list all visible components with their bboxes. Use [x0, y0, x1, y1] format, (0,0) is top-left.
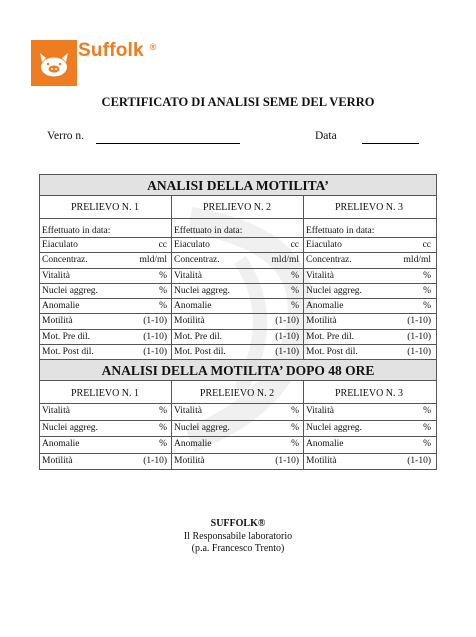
data-label: Data — [315, 130, 337, 142]
row-divider — [39, 252, 437, 253]
row-divider — [39, 313, 437, 314]
analysis-table — [39, 174, 437, 469]
row-label: Concentraz. — [306, 255, 352, 266]
row-label: Mot. Pre dil. — [306, 331, 355, 342]
row-unit: (1-10) — [143, 346, 167, 357]
row-unit: (1-10) — [407, 455, 431, 466]
row-divider — [39, 344, 437, 345]
prelievo-2-header: PRELIEVO N. 2 — [202, 202, 272, 213]
row-unit: % — [423, 285, 431, 296]
row-label: Vitalità — [306, 270, 334, 281]
prelievo-2-header-48h: PRELEIEVO N. 2 — [199, 388, 275, 399]
row-unit: cc — [422, 240, 431, 250]
row-label: Mot. Post dil. — [306, 346, 358, 357]
footer-role: Il Responsabile laboratorio — [183, 530, 293, 542]
row-label: Eiaculato — [306, 240, 342, 250]
row-unit: % — [423, 301, 431, 311]
row-unit: (1-10) — [407, 316, 431, 327]
column-divider — [303, 196, 304, 359]
row-divider — [39, 420, 437, 421]
row-unit: cc — [290, 240, 299, 250]
row-label: Nuclei aggreg. — [42, 422, 98, 433]
signature-block — [0, 518, 476, 556]
row-unit: % — [159, 406, 167, 416]
row-label: Eiaculato — [42, 240, 78, 250]
data-blank-line — [362, 143, 419, 144]
row-unit: (1-10) — [275, 346, 299, 357]
row-divider — [39, 329, 437, 330]
row-unit: % — [423, 406, 431, 416]
verro-label: Verro n. — [47, 130, 85, 142]
effettuato-label-1: Effettuato in data: — [42, 226, 111, 236]
row-divider — [39, 403, 437, 404]
row-unit: % — [291, 285, 299, 296]
row-label: Motilità — [306, 316, 337, 327]
row-divider — [39, 469, 437, 470]
column-divider — [171, 196, 172, 359]
document-title: CERTIFICATO DI ANALISI SEME DEL VERRO — [101, 95, 375, 109]
table-border — [436, 381, 437, 469]
row-unit: % — [159, 422, 167, 433]
row-label: Vitalità — [42, 406, 70, 416]
effettuato-label-3: Effettuato in data: — [306, 226, 375, 236]
row-label: Vitalità — [174, 406, 202, 416]
row-label: Nuclei aggreg. — [306, 285, 362, 296]
row-label: Motilità — [42, 455, 73, 466]
row-label: Anomalie — [306, 301, 344, 311]
row-unit: % — [159, 439, 167, 449]
row-unit: mld/ml — [271, 255, 299, 266]
row-unit: mld/ml — [403, 255, 431, 266]
row-divider — [39, 283, 437, 284]
row-unit: cc — [158, 240, 167, 250]
row-label: Nuclei aggreg. — [306, 422, 362, 433]
table-border — [436, 196, 437, 359]
row-label: Vitalità — [42, 270, 70, 281]
row-unit: (1-10) — [143, 331, 167, 342]
row-label: Anomalie — [174, 439, 212, 449]
row-label: Nuclei aggreg. — [42, 285, 98, 296]
footer-company: SUFFOLK® — [210, 518, 266, 529]
row-label: Nuclei aggreg. — [174, 422, 230, 433]
pig-logo-icon — [31, 40, 77, 86]
row-unit: % — [291, 439, 299, 449]
row-unit: % — [291, 422, 299, 433]
row-label: Mot. Pre dil. — [174, 331, 223, 342]
row-divider — [39, 298, 437, 299]
row-label: Mot. Post dil. — [42, 346, 94, 357]
row-unit: % — [291, 406, 299, 416]
row-unit: (1-10) — [407, 346, 431, 357]
row-unit: mld/ml — [139, 255, 167, 266]
row-unit: (1-10) — [275, 316, 299, 327]
row-unit: % — [423, 270, 431, 281]
row-label: Vitalità — [174, 270, 202, 281]
row-label: Motilità — [174, 316, 205, 327]
row-unit: % — [291, 301, 299, 311]
prelievo-1-header: PRELIEVO N. 1 — [70, 202, 140, 213]
row-label: Concentraz. — [42, 255, 88, 266]
row-divider — [39, 268, 437, 269]
row-label: Anomalie — [306, 439, 344, 449]
row-divider — [39, 436, 437, 437]
row-unit: % — [423, 439, 431, 449]
prelievo-1-header-48h: PRELIEVO N. 1 — [70, 388, 140, 399]
row-label: Motilità — [306, 455, 337, 466]
prelievo-3-header-48h: PRELIEVO N. 3 — [334, 388, 404, 399]
row-label: Vitalità — [306, 406, 334, 416]
row-label: Concentraz. — [174, 255, 220, 266]
row-divider — [39, 237, 437, 238]
row-unit: (1-10) — [275, 455, 299, 466]
section2-heading: ANALISI DELLA MOTILITA’ DOPO 48 ORE — [39, 359, 437, 381]
row-unit: (1-10) — [407, 331, 431, 342]
row-unit: % — [423, 422, 431, 433]
row-label: Anomalie — [42, 301, 80, 311]
row-label: Anomalie — [42, 439, 80, 449]
verro-blank-line — [96, 143, 240, 144]
footer-person: (p.a. Francesco Trento) — [191, 543, 285, 554]
row-label: Eiaculato — [174, 240, 210, 250]
row-divider — [39, 218, 437, 219]
table-border — [39, 196, 40, 359]
row-unit: % — [159, 301, 167, 311]
row-unit: (1-10) — [275, 331, 299, 342]
brand-reg-mark: ® — [149, 42, 157, 52]
row-divider — [39, 453, 437, 454]
row-unit: (1-10) — [143, 455, 167, 466]
row-label: Motilità — [174, 455, 205, 466]
row-label: Motilità — [42, 316, 73, 327]
row-label: Mot. Pre dil. — [42, 331, 91, 342]
prelievo-3-header: PRELIEVO N. 3 — [334, 202, 404, 213]
row-label: Anomalie — [174, 301, 212, 311]
effettuato-label-2: Effettuato in data: — [174, 226, 243, 236]
row-label: Mot. Post dil. — [174, 346, 226, 357]
section1-heading: ANALISI DELLA MOTILITA’ — [39, 174, 437, 196]
row-unit: % — [159, 285, 167, 296]
row-unit: (1-10) — [143, 316, 167, 327]
brand-name — [78, 40, 157, 62]
brand-text: Suffolk — [78, 40, 144, 61]
row-unit: % — [159, 270, 167, 281]
row-label: Nuclei aggreg. — [174, 285, 230, 296]
row-unit: % — [291, 270, 299, 281]
